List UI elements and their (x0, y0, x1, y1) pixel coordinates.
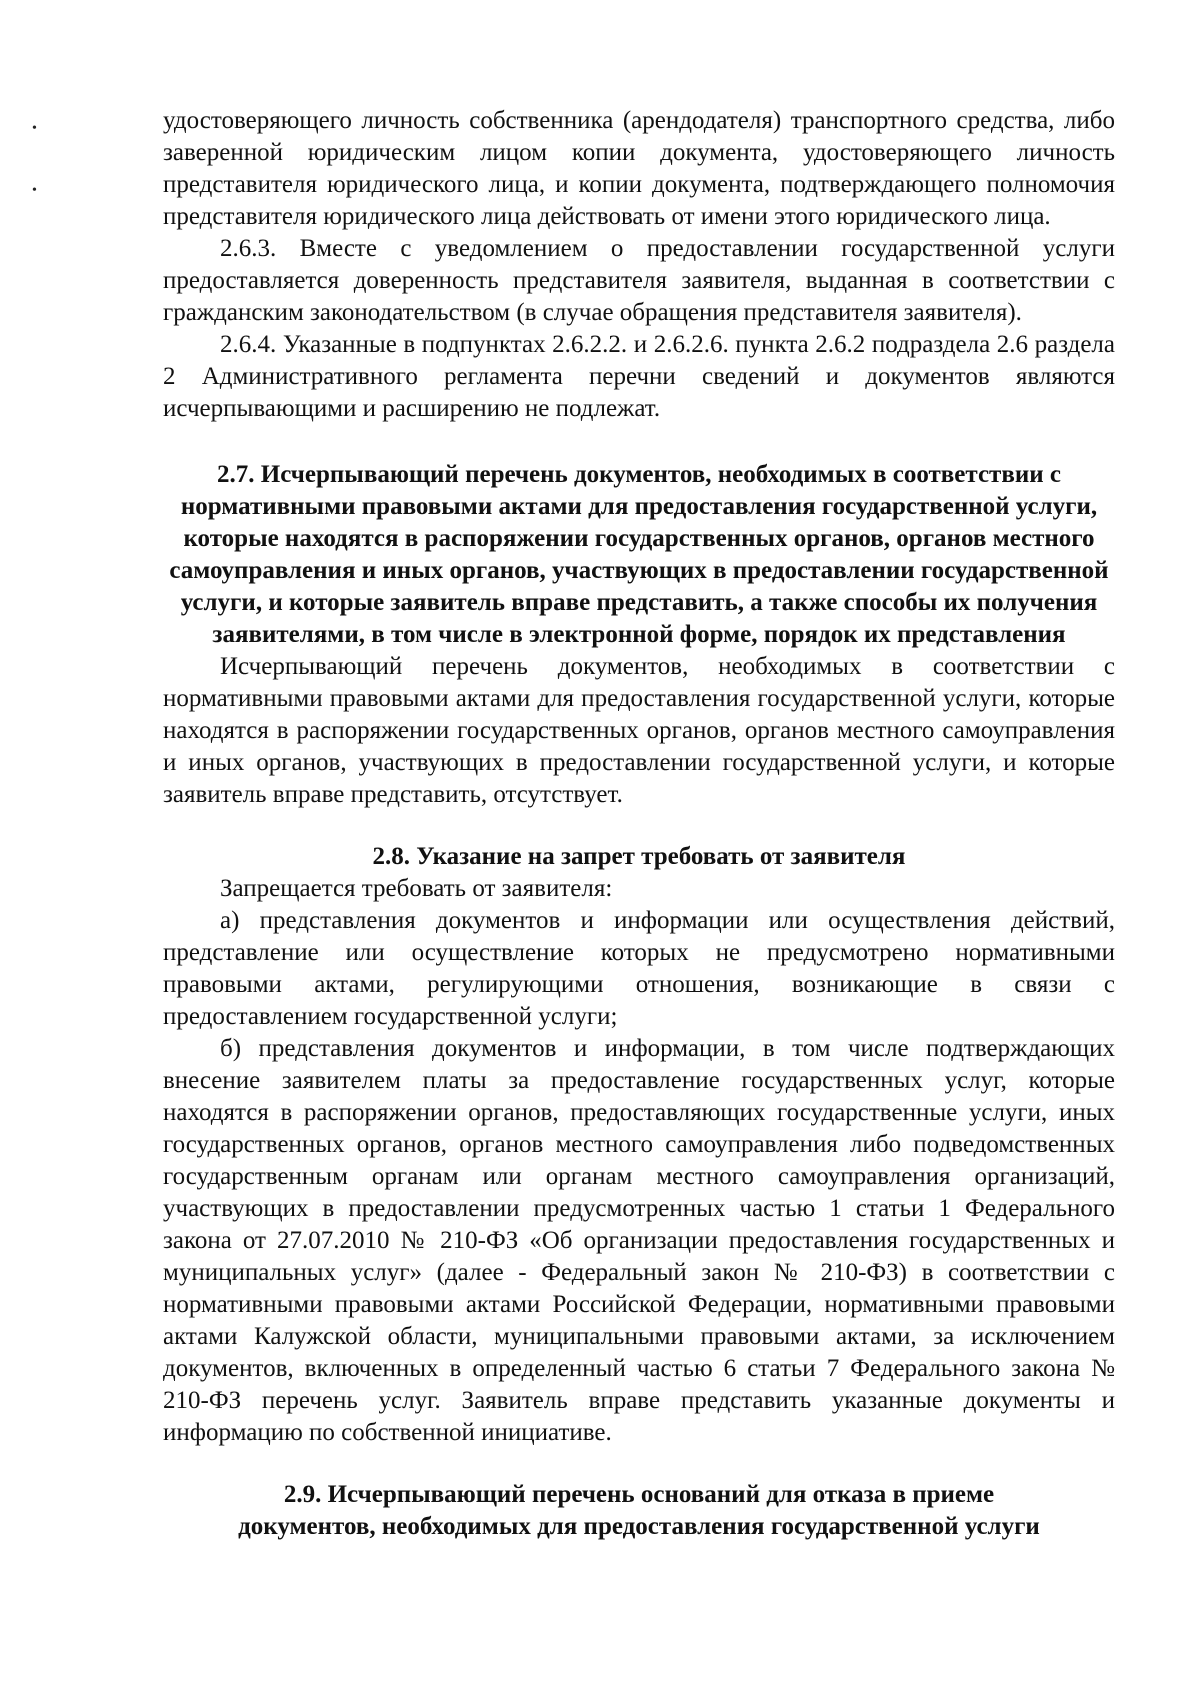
section-2-8-heading: 2.8. Указание на запрет требовать от заявителя (372, 843, 906, 870)
paragraph-2-6-3: 2.6.3. Вместе с уведомлением о предоставлении государственной услуги предоставляется доверенность представителя заявителя, выданная в соответствии с гражданским законодательством (в случае обращения представителя заявителя). (163, 235, 1115, 326)
section-2-9-heading-line2: документов, необходимых для предоставления государственной услуги (238, 1513, 1040, 1540)
paragraph-2-6-4: 2.6.4. Указанные в подпунктах 2.6.2.2. и 2.6.2.6. пункта 2.6.2 подраздела 2.6 раздела 2 Административного регламента перечни сведений и документов являются исчерпывающими и расширению не подлежат. (163, 331, 1115, 422)
section-2-8-intro: Запрещается требовать от заявителя: (220, 875, 613, 902)
margin-mark-bottom: • (32, 183, 37, 198)
paragraph-continuation: удостоверяющего личность собственника (арендодателя) транспортного средства, либо заверенной юридическим лицом копии документа, удостоверяющего личность представителя юридического лица, и копии документа, подтверждающего полномочия представителя юридического лица действовать от имени этого юридического лица. (163, 107, 1115, 230)
document-content (163, 105, 1115, 1543)
spacer (163, 425, 1115, 459)
section-2-8-item-a: а) представления документов и информации или осуществления действий, представление или осуществление которых не предусмотрено нормативными правовыми актами, регулирующими отношения, возникающие в связи с предоставлением государственной услуги; (163, 907, 1115, 1030)
section-2-8-item-b: б) представления документов и информации, в том числе подтверждающих внесение заявителем платы за предоставление государственных услуг, которые находятся в распоряжении органов, предоставляющих государственные услуги, иных государственных органов, органов местного самоуправления либо подведомственных государственным органам или органам местного самоуправления организаций, участвующих в предоставлении предусмотренных частью 1 статьи 1 Федерального закона от 27.07.2010 № 210-ФЗ «Об организации предоставления государственных и муниципальных услуг» (далее - Федеральный закон № 210-ФЗ) в соответствии с нормативными правовыми актами Российской Федерации, нормативными правовыми актами Калужской области, муниципальными правовыми актами, за исключением документов, включенных в определенный частью 6 статьи 7 Федерального закона № 210-ФЗ перечень услуг. Заявитель вправе представить указанные документы и информацию по собственной инициативе. (163, 1035, 1115, 1446)
spacer (163, 811, 1115, 841)
spacer (163, 1449, 1115, 1479)
section-2-9-heading-line1: 2.9. Исчерпывающий перечень оснований для отказа в приеме (283, 1481, 995, 1508)
section-2-7-body: Исчерпывающий перечень документов, необходимых в соответствии с нормативными правовыми актами для предоставления государственной услуги, которые находятся в распоряжении государственных органов, органов местного самоуправления и иных органов, участвующих в предоставлении государственной услуги, и которые заявитель вправе представить, отсутствует. (163, 653, 1115, 808)
margin-mark-top: • (32, 121, 37, 136)
section-2-7-heading: 2.7. Исчерпывающий перечень документов, необходимых в соответствии с нормативными правовыми актами для предоставления государственной услуги, которые находятся в распоряжении государственных органов, органов местного самоуправления и иных органов, участвующих в предоставлении государственной услуги, и которые заявитель вправе представить, а также способы их получения заявителями, в том числе в электронной форме, порядок их представления (169, 461, 1109, 648)
